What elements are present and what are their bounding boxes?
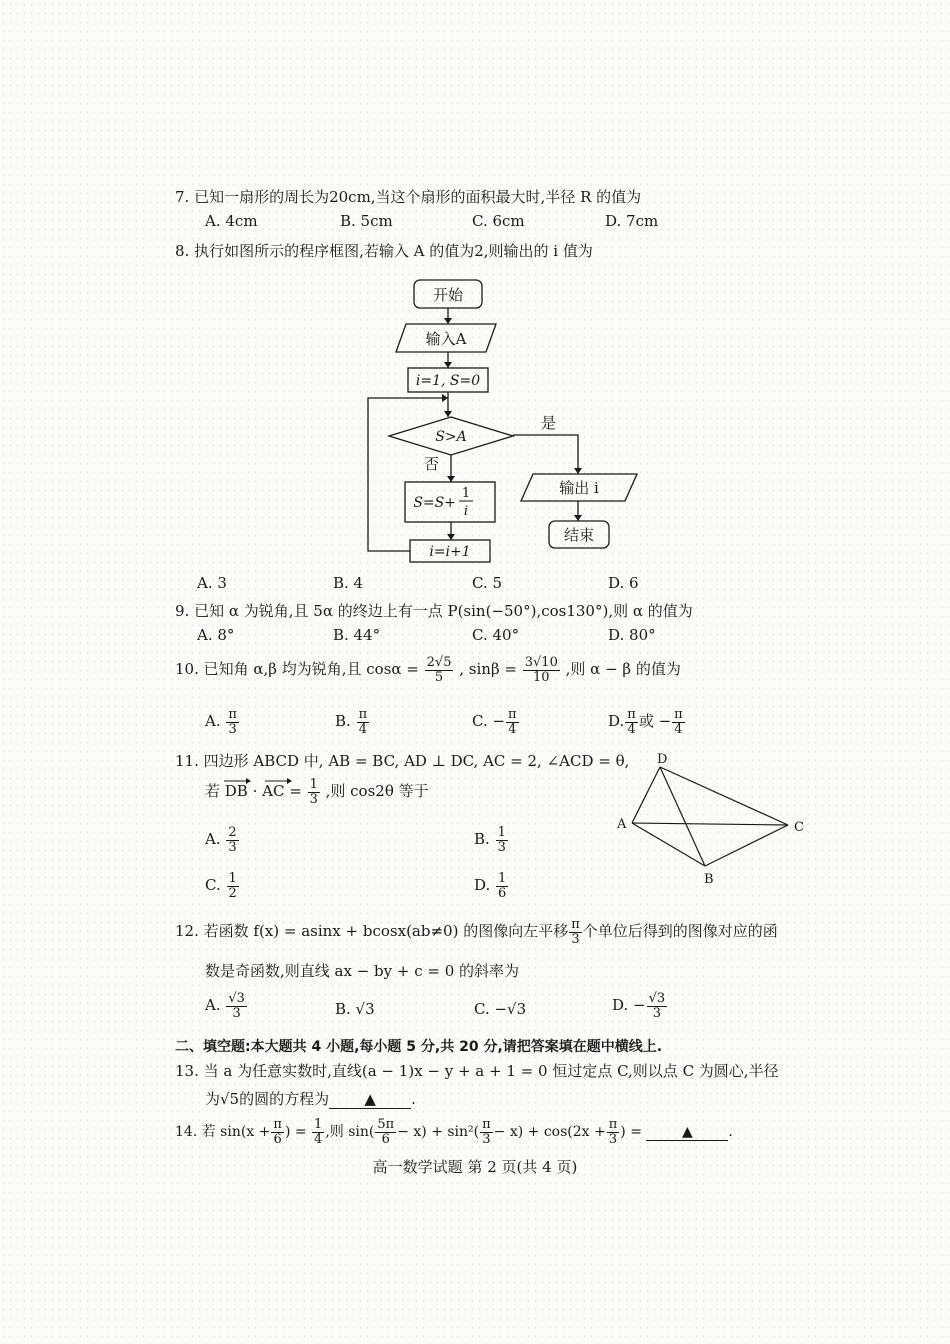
q14-part2: ) = — [284, 1124, 307, 1141]
q9-option-b: B. 44° — [333, 626, 381, 644]
q14-f2-den: 4 — [314, 1131, 323, 1147]
q10-option-d-num: π — [627, 707, 636, 722]
q9-option-d: D. 80° — [608, 626, 656, 644]
q14-part5: − x) + cos(2x + — [493, 1124, 606, 1141]
q11-line1: 11. 四边形 ABCD 中, AB = BC, AD ⊥ DC, AC = 2, ∠ACD = θ, — [175, 752, 630, 770]
q11-option-c — [205, 872, 240, 900]
page-footer: 高一数学试题 第 2 页(共 4 页) — [372, 1158, 578, 1176]
q10-option-d-den2: 4 — [674, 721, 683, 737]
q12-option-c: C. −√3 — [474, 1000, 527, 1018]
q10-option-d-label: D. — [608, 712, 625, 731]
q12-option-a-den: 3 — [232, 1005, 241, 1021]
q11-option-d — [474, 872, 509, 900]
q10-stem-part3: ,则 α − β 的值为 — [565, 660, 681, 679]
q10-sin-den: 10 — [533, 669, 550, 685]
vertex-A-label: A — [617, 817, 627, 832]
q14-part7: . — [728, 1124, 733, 1141]
q11-option-c-num: 1 — [228, 871, 237, 886]
q7-option-b: B. 5cm — [340, 212, 393, 230]
q8-option-a: A. 3 — [197, 574, 227, 592]
q11-option-a — [205, 826, 240, 854]
q11-line2-post: ,则 cos2θ 等于 — [325, 782, 429, 801]
q10-option-c-num: π — [508, 707, 517, 722]
q11-option-d-den: 6 — [498, 885, 507, 901]
flow-yes-label: 是 — [541, 414, 557, 432]
q12-line1-post: 个单位后得到的图像对应的函 — [582, 922, 778, 941]
q12-option-d — [612, 992, 668, 1020]
q14-f4-den: 3 — [482, 1131, 491, 1147]
q10-option-d-mid: 或 − — [638, 712, 672, 731]
q11-option-c-den: 2 — [228, 885, 237, 901]
q10-option-a-num: π — [228, 707, 237, 722]
q10-stem-part2: , sinβ = — [459, 660, 517, 679]
q14-f5-num: π — [608, 1117, 618, 1132]
q11-option-b — [474, 826, 509, 854]
q11-option-c-label: C. — [205, 876, 221, 895]
q13-line2 — [205, 1088, 416, 1109]
q8-option-c: C. 5 — [472, 574, 503, 592]
q7-option-c: C. 6cm — [472, 212, 525, 230]
q13-line2-post: . — [411, 1090, 416, 1108]
diagonal-DB — [660, 767, 705, 866]
q8-option-d: D. 6 — [608, 574, 639, 592]
q14-part6: ) = — [620, 1124, 642, 1141]
edge-DC — [660, 767, 788, 825]
q7-stem: 7. 已知一扇形的周长为20cm,当这个扇形的面积最大时,半径 R 的值为 — [175, 188, 642, 206]
flow-inc-label: i=i+1 — [429, 544, 471, 560]
q10-option-a-label: A. — [205, 712, 221, 731]
q14-f2-num: 1 — [314, 1117, 323, 1132]
q14-part4: − x) + sin²( — [397, 1124, 480, 1141]
q12-option-d-label: D. − — [612, 996, 646, 1015]
flow-input-label: 输入A — [425, 330, 467, 348]
q11-option-b-den: 3 — [497, 839, 506, 855]
q10-option-d-num2: π — [674, 707, 683, 722]
q10-cos-num: 2√5 — [426, 655, 452, 670]
flow-end-label: 结束 — [563, 526, 595, 544]
vertex-B-label: B — [704, 872, 714, 887]
vertex-D-label: D — [657, 752, 668, 767]
q12-option-a-num: √3 — [228, 991, 245, 1006]
q11-option-d-label: D. — [474, 876, 491, 895]
flow-start-label: 开始 — [432, 286, 464, 304]
edge-BA — [632, 823, 705, 866]
q13-line1: 13. 当 a 为任意实数时,直线(a − 1)x − y + a + 1 = 0 恒过定点 C,则以点 C 为圆心,半径 — [175, 1062, 779, 1080]
q11-option-a-label: A. — [205, 830, 221, 849]
q7-option-a: A. 4cm — [205, 212, 258, 230]
q12-option-a-label: A. — [205, 996, 221, 1015]
q11-frac-den: 3 — [309, 791, 318, 807]
q12-option-a — [205, 992, 248, 1020]
q13-line2-pre: 为√5的圆的方程为 — [205, 1090, 330, 1108]
q11-line2-pre: 若 DB · AC = — [205, 782, 302, 801]
q9-option-a: A. 8° — [197, 626, 235, 644]
q12-line2: 数是奇函数,则直线 ax − by + c = 0 的斜率为 — [205, 962, 520, 980]
flow-no-label: 否 — [424, 455, 440, 473]
q10-option-a-den: 3 — [228, 721, 237, 737]
q12-shift-num: π — [571, 917, 580, 932]
flow-update-num: 1 — [461, 486, 471, 501]
q11-option-a-num: 2 — [228, 825, 237, 840]
q10-cos-den: 5 — [434, 669, 444, 685]
q10-option-d-den: 4 — [627, 721, 636, 737]
section-2-heading: 二、填空题:本大题共 4 小题,每小题 5 分,共 20 分,请把答案填在题中横线上. — [175, 1039, 663, 1055]
q9-option-c: C. 40° — [472, 626, 520, 644]
flow-update-label: S=S+ — [413, 495, 456, 511]
q14-f3-num: 5π — [377, 1117, 395, 1132]
q8-option-b: B. 4 — [333, 574, 364, 592]
q10-option-b-label: B. — [335, 712, 351, 731]
q14-f3-den: 6 — [381, 1131, 390, 1147]
flow-output-label: 输出 i — [559, 479, 599, 497]
q11-frac-num: 1 — [309, 777, 318, 792]
q7-option-d: D. 7cm — [605, 212, 659, 230]
q12-line1-pre: 12. 若函数 f(x) = asinx + bcosx(ab≠0) 的图像向左平移 — [175, 922, 569, 941]
q12-option-d-den: 3 — [652, 1005, 662, 1021]
q10-option-b-num: π — [358, 707, 368, 722]
edge-CB — [705, 825, 788, 866]
q12-option-d-num: √3 — [648, 991, 666, 1006]
q11-option-a-den: 3 — [228, 839, 237, 855]
q11-option-b-num: 1 — [497, 825, 506, 840]
diagonal-AC — [632, 823, 788, 825]
quadrilateral-figure — [600, 745, 820, 895]
q13-answer-blank[interactable]: ▲ — [329, 1090, 411, 1109]
flow-init-label: i=1, S=0 — [415, 373, 481, 389]
q14-part3: ,则 sin( — [325, 1124, 375, 1141]
q14-part1: 14. 若 sin(x + — [175, 1124, 271, 1141]
q8-stem: 8. 执行如图所示的程序框图,若输入 A 的值为2,则输出的 i 值为 — [175, 242, 593, 260]
q11-option-d-num: 1 — [498, 871, 507, 886]
q10-stem-part1: 10. 已知角 α,β 均为锐角,且 cosα = — [175, 660, 419, 679]
q14-f1-den: 6 — [273, 1131, 282, 1147]
q14-f5-den: 3 — [608, 1131, 618, 1147]
vertex-C-label: C — [794, 820, 804, 835]
q10-option-c-label: C. − — [472, 712, 506, 731]
q12-option-b: B. √3 — [335, 1000, 375, 1018]
flow-cond-label: S>A — [435, 429, 467, 445]
q12-shift-den: 3 — [571, 931, 580, 947]
q9-stem: 9. 已知 α 为锐角,且 5α 的终边上有一点 P(sin(−50°),cos130°),则 α 的值为 — [175, 602, 693, 620]
q14-stem — [175, 1118, 733, 1146]
q14-f1-num: π — [273, 1117, 282, 1132]
q11-option-b-label: B. — [474, 830, 490, 849]
q12-line1 — [175, 918, 778, 946]
q14-answer-blank[interactable]: ▲ — [646, 1124, 728, 1141]
flow-update-den: i — [463, 504, 469, 519]
q14-f4-num: π — [482, 1117, 491, 1132]
q10-option-c-den: 4 — [508, 721, 517, 737]
edge-AD — [632, 767, 660, 823]
q10-option-b-den: 4 — [358, 721, 367, 737]
q10-sin-num: 3√10 — [524, 655, 558, 670]
